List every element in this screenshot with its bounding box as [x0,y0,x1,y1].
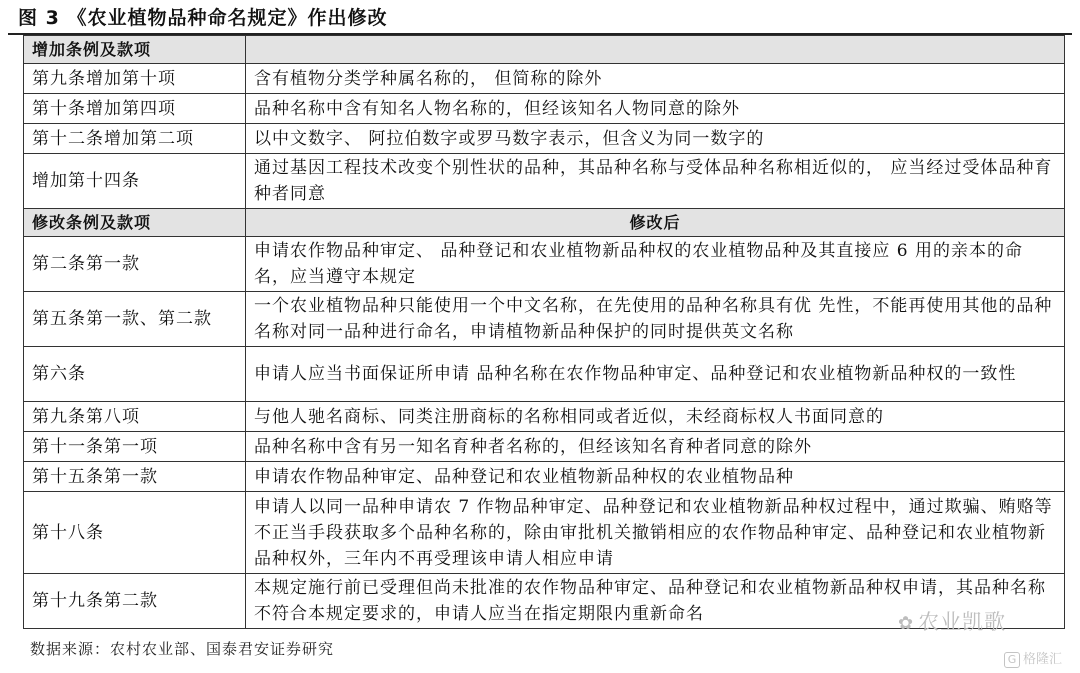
clause-cell: 第九条增加第十项 [24,64,246,94]
clause-cell: 增加第十四条 [24,154,246,209]
data-source-note: 数据来源：农村农业部、国泰君安证券研究 [30,640,335,658]
content-cell: 一个农业植物品种只能使用一个中文名称，在先使用的品种名称具有优 先性，不能再使用其他的品种名称对同一品种进行命名，申请植物新品种保护的同时提供英文名称 [246,292,1065,347]
table-row [24,432,1065,462]
table-row [24,94,1065,124]
clause-cell: 第十五条第一款 [24,462,246,492]
table-row [24,154,1065,209]
added-section-header [24,36,1065,64]
content-cell: 本规定施行前已受理但尚未批准的农作物品种审定、品种登记和农业植物新品种权申请，其品种名称不符合本规定要求的，申请人应当在指定期限内重新命名 [246,574,1065,629]
table-row [24,492,1065,574]
content-cell: 以中文数字、 阿拉伯数字或罗马数字表示，但含义为同一数字的 [246,124,1065,154]
modified-section-title: 修改条例及款项 [24,209,246,237]
regulation-table [23,35,1065,629]
content-cell: 品种名称中含有另一知名育种者名称的，但经该知名育种者同意的除外 [246,432,1065,462]
clause-cell: 第十九条第二款 [24,574,246,629]
platform-logo-icon: G [1004,652,1020,668]
account-name: 农业凯歌 [918,610,1007,634]
clause-cell: 第六条 [24,347,246,402]
table-row [24,124,1065,154]
table-row [24,462,1065,492]
clause-cell: 第九条第八项 [24,402,246,432]
wechat-icon: ✿ [898,613,915,634]
table-row [24,292,1065,347]
content-cell: 申请人应当书面保证所申请 品种名称在农作物品种审定、品种登记和农业植物新品种权的一致性 [246,347,1065,402]
clause-cell: 第十条增加第四项 [24,94,246,124]
modified-after-title: 修改后 [246,209,1065,237]
clause-cell: 第五条第一款、第二款 [24,292,246,347]
table-row [24,347,1065,402]
clause-cell: 第十二条增加第二项 [24,124,246,154]
content-cell: 申请人以同一品种申请农 7 作物品种审定、品种登记和农业植物新品种权过程中，通过欺骗、贿赂等不正当手段获取多个品种名称的，除由审批机关撤销相应的农作物品种审定、品种登记和农业植物新品种权外，三年内不再受理该申请人相应申请 [246,492,1065,574]
table-row [24,64,1065,94]
account-watermark [898,606,1006,636]
content-cell: 含有植物分类学种属名称的， 但简称的除外 [246,64,1065,94]
figure-title: 图 3 《农业植物品种命名规定》作出修改 [18,7,388,29]
clause-cell: 第十一条第一项 [24,432,246,462]
clause-cell: 第十八条 [24,492,246,574]
content-cell: 与他人驰名商标、同类注册商标的名称相同或者近似，未经商标权人书面同意的 [246,402,1065,432]
clause-cell: 第二条第一款 [24,237,246,292]
modified-section-header [24,209,1065,237]
content-cell: 申请农作物品种审定、 品种登记和农业植物新品种权的农业植物品种及其直接应 6 用的亲本的命名，应当遵守本规定 [246,237,1065,292]
platform-name: 格隆汇 [1023,652,1063,667]
content-cell: 通过基因工程技术改变个别性状的品种，其品种名称与受体品种名称相近似的， 应当经过受体品种育种者同意 [246,154,1065,209]
added-section-title: 增加条例及款项 [24,36,246,64]
content-cell: 申请农作物品种审定、品种登记和农业植物新品种权的农业植物品种 [246,462,1065,492]
platform-watermark [1004,648,1062,668]
added-section-blank [246,36,1065,64]
table-row [24,402,1065,432]
table-row [24,237,1065,292]
content-cell: 品种名称中含有知名人物名称的，但经该知名人物同意的除外 [246,94,1065,124]
